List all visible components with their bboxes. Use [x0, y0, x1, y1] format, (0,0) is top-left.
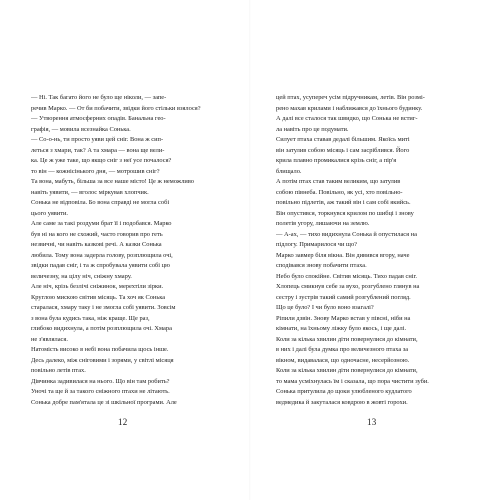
text-line: Круглою мискою світив місяць. Та хоч як Сонька	[31, 293, 166, 301]
text-line: полетів угору, лишаючи на землю.	[276, 220, 370, 227]
text-line: графія, — мовила всезнайка Сонька.	[31, 125, 131, 133]
page-number-left: 12	[118, 417, 128, 427]
text-line: Десь далеко, між сніговими і зорями, у світлі місяця	[31, 356, 174, 364]
text-line: Він опустився, торкнувся крилом по шибці і знову	[276, 209, 414, 217]
text-line: то мама усміхнулась їм і сказала, що пора чистити зуби.	[276, 377, 429, 385]
text-line: Силует птаха ставав дедалі більшим. Якоїсь миті	[276, 136, 410, 143]
text-line: Сонька добре пам'ятала це зі шкільної програми. Але	[31, 398, 177, 406]
text-line: А далі все сталося так швидко, що Сонька не встиг-	[276, 115, 418, 122]
text-line: леться з хмари, так? А та хмара — вона ще вели-	[31, 146, 165, 154]
text-line: Але саме за такі роздуми брат її і подобався. Марко	[31, 220, 172, 227]
text-line: підлогу. Примарилося чи що?	[276, 241, 357, 248]
text-line: кімнати, на їхньому ліжку було якось, і ще далі.	[276, 325, 407, 332]
text-line: ведмедика й закуталася ковдрою в жовті горохи.	[276, 398, 408, 406]
text-line: Марко завмер біля вікна. Він дивився вгору, наче	[276, 251, 410, 259]
text-line: Коли за кілька хвилин діти повернулися до кімнати,	[276, 367, 418, 374]
text-line: в них і далі була думка про величезного птаха за	[276, 346, 409, 353]
text-line: сестру і зустрів такий самий розгублений погляд.	[276, 293, 411, 301]
text-line: навіть уявити, — вголос міркував хлопчик.	[31, 188, 149, 196]
text-line: Дівчинка задивилася на нього. Що він там робить?	[31, 377, 170, 385]
text-line: Але ніч, крізь безлічі сніжинок, мерехтіли зірки.	[31, 283, 164, 290]
text-line: А потім птах став таким великим, що затулив	[276, 178, 401, 185]
text-line: цього уявити.	[31, 209, 69, 217]
text-line: рено махав крилами і наближався до їхнього будинку.	[276, 104, 423, 112]
left-page-text	[31, 93, 221, 408]
text-line: Натомість високо в небі вона побачила щось інше.	[31, 346, 169, 353]
text-line: був ні на кого не схожий, часто говорив про геть	[31, 230, 163, 238]
text-line: повільно підлетів, аж такий він і сам собі якийсь.	[276, 199, 411, 206]
text-line: любила. Тому вона задерла голову, розплющила очі,	[31, 251, 173, 259]
text-line: незвичні, чи навіть казкові речі. А казки Сонька	[31, 241, 162, 248]
text-line: собою півнеба. Повільно, як усі, хто повільно-	[276, 188, 403, 196]
text-line: не з'являлася.	[31, 335, 68, 343]
text-line: — Ні. Так багато його не було ще ніколи, — запе-	[31, 94, 167, 101]
text-line: Сонька притулила до щоки улюбленого кудлатого	[276, 388, 412, 395]
text-line: — Утворення атмосферних опадів. Банальна гео-	[31, 115, 166, 122]
text-line: Ріпили дзвін. Знову Марко встав у півсні, ніби на	[276, 314, 411, 322]
text-line: ка. Це ж уже таке, що якщо сніг з неї усе почалося?	[31, 157, 172, 164]
text-line: глибоко видихнула, а потім розплющила очі. Хмара	[31, 325, 172, 332]
right-page-text	[276, 93, 466, 408]
text-line: ла навіть про це подумати.	[276, 125, 349, 133]
text-line: Що це було? І чи було воно взагалі?	[276, 304, 374, 311]
text-line: Небо було спокійне. Світив місяць. Тихо падав сніг.	[276, 272, 418, 280]
text-line: величезну, на цілу ніч, сніжну хмару.	[31, 272, 132, 280]
text-line: Хлопець смикнув себе за вухо, розгублено глянув на	[276, 283, 420, 290]
text-line: з вона була кудись така, ніж краще. Ще раз,	[31, 314, 150, 322]
text-line: Сонька не відповіла. Бо вона справді не могла собі	[31, 199, 170, 206]
text-line: сподівався знову побачити птаха.	[276, 262, 367, 269]
text-line: крила плавно промикалися крізь сніг, а пір'я	[276, 157, 397, 164]
page-number-right: 13	[367, 417, 377, 427]
text-line: — А-ах, — тихо видихнула Сонька й опустилася на	[276, 230, 417, 238]
text-line: Коли за кілька хвилин діти повернулися до кімнати,	[276, 335, 418, 343]
text-line: — Со-о-нь, ти просто уяви цей сніг. Вона ж сип-	[31, 136, 164, 143]
text-line: вікном, видавалася, що одночасне, несерйозною.	[276, 356, 410, 364]
text-line: то він — кожнісінького дня, — мотрошив сніг?	[31, 167, 160, 175]
text-line: старалася, хмару таку і не змогла собі уявити. Зовсім	[31, 304, 176, 311]
text-line: Та вона, мабуть, більша за все наше місто! Це ж неможливо	[31, 178, 195, 185]
text-line: Уночі та ще й за такого сніжного птахи не літають.	[31, 388, 170, 395]
text-line: звідки падав сніг, і та ж спробувала уявити собі цю	[31, 262, 170, 269]
text-line: повільно летів птах.	[31, 367, 86, 374]
text-line: блищало.	[276, 167, 302, 175]
text-line: речив Марко. — От би побачити, звідки його стільки взялося?	[31, 104, 201, 112]
text-line: цей птах, усупереч усім підручникам, летів. Він розмі-	[276, 94, 425, 101]
text-line: він затулив собою місяць і сам засріблився. Його	[276, 146, 410, 154]
